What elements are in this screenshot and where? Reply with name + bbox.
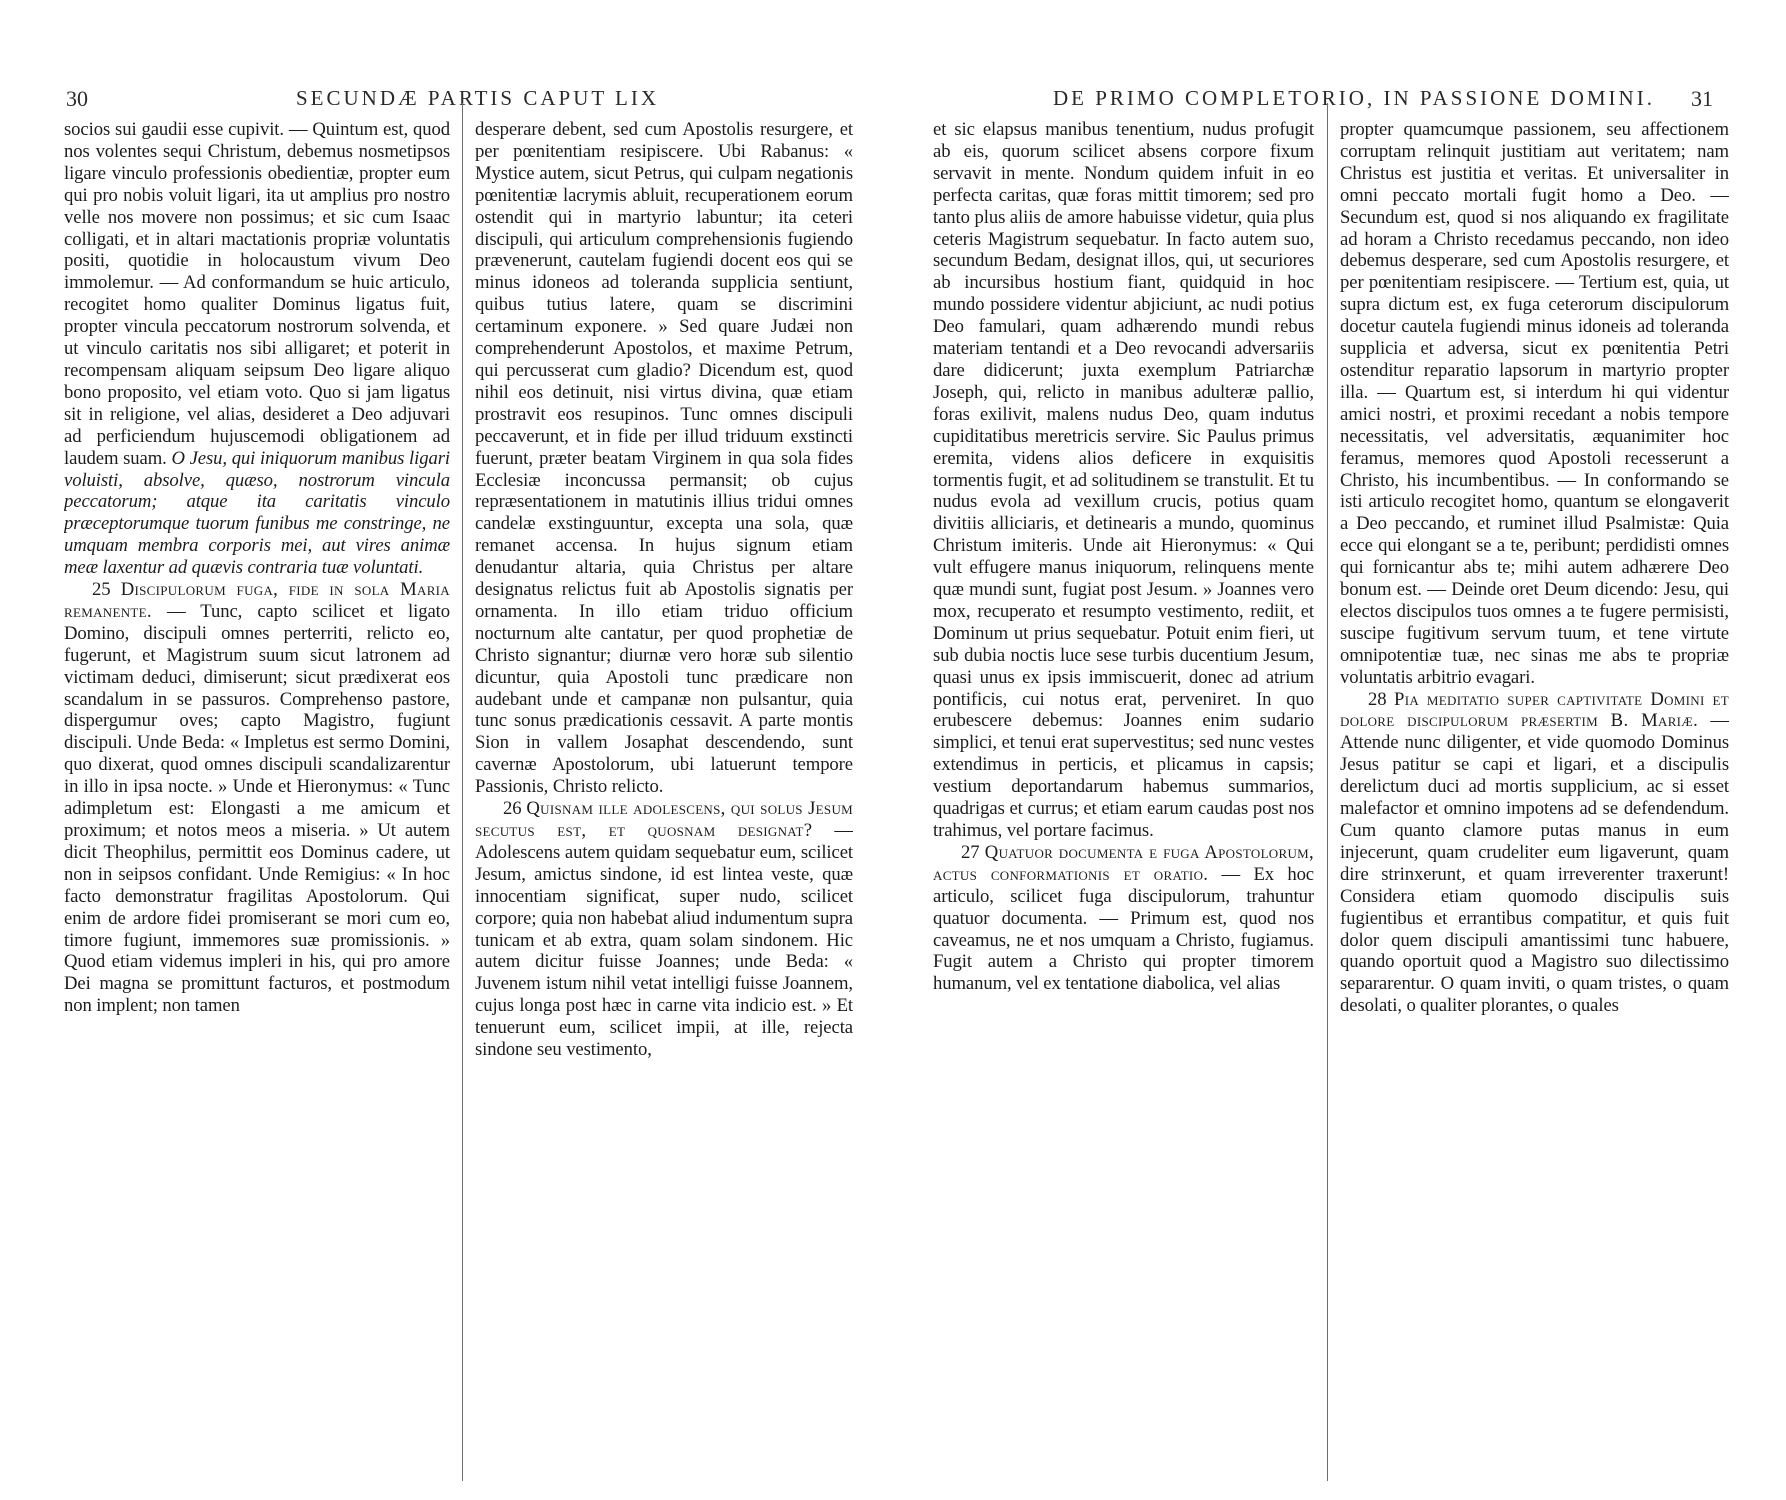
left-page-column-2 — [475, 119, 853, 1481]
section-number: 27 — [961, 841, 980, 863]
left-page-column-1 — [64, 119, 450, 1481]
section-heading: Quatuor documenta e fuga Apostolorum, actus conformationis et oratio. — [933, 841, 1314, 885]
right-page — [893, 0, 1786, 1500]
paragraph: et sic elapsus manibus tenentium, nudus profugit ab eis, quorum scilicet absens corpore fixum servavit in mente. Nondum quidem infuit in eo perfecta caritas, quæ foras mittit timorem; sed pro tanto plus aliis de amore habuisse videtur, quia plus ceteris Magistrum sequebatur. In facto autem suo, secundum Bedam, designat illos, qui, ut securiores ab incursibus hostium fiant, quidquid in hoc mundo possidere videntur abjiciunt, ac nudi potius Deo famulari, quam adhærendo mundi rebus materiam tentandi et a Deo revocandi adversariis dare didicerunt; juxta exemplum Patriarchæ Joseph, qui, relicto in manibus adulteræ pallio, foras exilivit, malens nudus Deo, quam indutus cupiditatibus meretricis servire. Sic Paulus primus eremita, videns alios deficere in exquisitis tormentis fugit, et ad solitudinem se transtulit. Et tu nudus evola ad vexillum crucis, potius quam divitiis alliciaris, et detinearis a mundo, quominus Christum imiteris. Unde ait Hieronymus: « Qui vult effugere manus iniquorum, relinquens mente quæ mundi sunt, fugiat post Jesum. » Joannes vero mox, recuperato et resumpto vestimento, rediit, et Dominum ut prius sequebatur. Potuit enim fieri, ut sub dubia noctis luce sese turbis ducentium Jesum, quasi unus ex ipsis immiscuerit, donec ad atrium pontificis, cui notus erat, perveniret. In quo erubescere debemus: Joannes enim sudario simplici, et tenui erat supervestitus; sed nunc vestes extendimus in perticis, et plicamus in capsis; vestium deportandarum habemus summarios, quadrigas et currus; et etiam earum caudas post nos trahimus, vel portare facimus. — [933, 119, 1314, 841]
right-page-column-1 — [933, 119, 1314, 1481]
section-heading: Discipulorum fuga, fide in sola Maria remanente. — [64, 579, 450, 622]
section-27: 27 Quatuor documenta e fuga Apostolorum, actus conformationis et oratio. — Ex hoc articulo, scilicet fuga discipulorum, trahuntur quatuor documenta. — Primum est, quod nos caveamus, ne et nos umquam a Christo, fugiamus. Fugit autem a Christo qui propter timorem humanum, vel ex tentatione diabolica, vel alias — [933, 841, 1314, 995]
section-heading: Pia meditatio super captivitate Domini et dolore discipulorum præsertim B. Mariæ. — [1340, 688, 1729, 732]
running-head-left: SECUNDÆ PARTIS CAPUT LIX — [296, 86, 660, 110]
paragraph: propter quamcumque passionem, seu affectionem corruptam relinquit justitiam aut veritatem; nam Christus est justitia et veritas. Et universaliter in omni peccato mortali fugit homo a Deo. — Secundum est, quod si nos aliquando ex fragilitate ad horam a Christo recedamus peccando, non ideo debemus desperare, sed cum Apostolis resurgere, et per pœnitentiam resipiscere. — Tertium est, quia, ut supra dictum est, ex fuga ceterorum discipulorum docetur cautela fugiendi minus idoneis ad toleranda supplicia et adversa, sicut ex pœnitentia Petri ostenditur reparatio lapsorum in martyrio propter illa. — Quartum est, si interdum hi qui videntur amici nostri, et proximi recedant a nobis tempore necessitatis, vel adversitatis, æquanimiter hoc feramus, memores quod Apostoli recesserunt a Christo, his incumbentibus. — In conformando se isti articulo recogitet homo, quantum se elongaverit a Deo peccando, et ruminet illud Psalmistæ: Quia ecce qui elongant se a te, peribunt; perdidisti omnes qui fornicantur abs te; mihi autem adhærere Deo bonum est. — Deinde oret Deum dicendo: Jesu, qui electos discipulos tuos omnes a te fugere permisisti, suscipe fugitivum servum tuum, et tene virtute omnipotentiæ tuæ, nec sinas me abs te propriæ voluntatis arbitrio evagari. — [1340, 119, 1729, 688]
section-28: 28 Pia meditatio super captivitate Domini et dolore discipulorum præsertim B. Mariæ. — Attende nunc diligenter, et vide quomodo Dominus Jesus patitur se capi et ligari, et a discipulis derelictum duci ad mortis supplicium, ac si esset malefactor et omnino impotens ad se defendendum. Cum quanto clamore putas manus in eum injecerunt, quam crudeliter eum ligaverunt, quam dire strinxerunt, et quam irreverenter traxerunt! Considera etiam quomodo discipulis suis fugientibus et errantibus compatitur, et quis fuit dolor quem discipuli amantissimi tunc habuere, quando oportuit quod a Magistro suo dilectissimo separarentur. O quam inviti, o quam tristes, o quam desolati, o qualiter plorantes, o quales — [1340, 688, 1729, 1017]
page-number-left: 30 — [66, 86, 88, 111]
page-number-right: 31 — [1691, 86, 1713, 111]
section-25: 25 Discipulorum fuga, fide in sola Maria remanente. — Tunc, capto scilicet et ligato Domino, discipuli omnes perterriti, relicto eo, fugerunt, et Magistrum suum sicut latronem ad victimam deduci, dimiserunt; sicut prædixerat eos scandalum in se passuros. Comprehenso pastore, dispergumur oves; capto Magistro, fugiunt discipuli. Unde Beda: « Impletus est sermo Domini, quo dixerat, quod omnes discipuli scandalizarentur in illo in ipsa nocte. » Unde et Hieronymus: « Tunc adimpletum est: Elongasti a me amicum et proximum; et notos meos a miseria. » Ut autem dicit Theophilus, permittit eos Dominus cadere, ut non in seipsos confidant. Unde Remigius: « In hoc facto demonstratur fragilitas Apostolorum. Qui enim de ardore fidei promiserant se mori cum eo, timore fugiunt, immemores suæ promissionis. » Quod etiam videmus impleri in his, qui pro amore Dei magna se promittunt facturos, et postmodum non implent; non tamen — [64, 579, 450, 1017]
section-number: 28 — [1368, 688, 1387, 710]
section-number: 25 — [92, 579, 111, 601]
section-number: 26 — [503, 798, 522, 820]
paragraph: desperare debent, sed cum Apostolis resurgere, et per pœnitentiam resipiscere. Ubi Rabanus: « Mystice autem, sicut Petrus, qui culpam negationis pœnitentiæ lacrymis abluit, recuperationem eorum ostendit qui in martyrio labuntur; ita ceteri discipuli, qui articulum comprehensionis fugiendo prævenerunt, cautelam fugiendi docent eos qui se minus idoneos ad toleranda supplicia sentiunt, quibus tutius latere, quam se discrimini certaminum exponere. » Sed quare Judæi non comprehenderunt Apostolos, et maxime Petrum, qui percusserat cum gladio? Dicendum est, quod nihil eos detinuit, nisi virtus divina, quæ etiam prostravit eos resupinos. Tunc omnes discipuli peccaverunt, et in fide per illud triduum exstincti fuerunt, præter beatam Virginem in qua sola fides Ecclesiæ inconcussa permansit; ob cujus repræsentationem in matutinis illius tridui omnes candelæ exstinguuntur, excepta una sola, quæ remanet accensa. In hujus signum etiam denudantur altaria, quia Christus per altare designatus relictus fuit ab Apostolis signatis per ornamenta. In illo etiam triduo officium nocturnum alte cantatur, per quod prophetiæ de Christo signantur; diurnæ vero horæ sub silentio dicuntur, quia Apostoli tunc prædicare non audebant unde et campanæ non pulsantur, quia tunc sonus prædicationis cessavit. A parte montis Sion in vallem Josaphat descendendo, sunt cavernæ Apostolorum, ubi latuerunt tempore Passionis, Christo relicto. — [475, 119, 853, 798]
section-heading: Quisnam ille adolescens, qui solus Jesum secutus est, et quosnam designat? — [475, 798, 853, 841]
column-rule-left — [462, 103, 463, 1481]
section-26: 26 Quisnam ille adolescens, qui solus Jesum secutus est, et quosnam designat? — Adolescens autem quidam sequebatur eum, scilicet Jesum, amictus sindone, id est lintea veste, quæ innocentiam significat, super nudo, scilicet corpore; quia non habebat aliud indumentum supra tunicam et ab extra, quam solam sindonem. Hic autem dicitur fuisse Joannes; unde Beda: « Juvenem istum nihil vetat intelligi fuisse Joannem, cujus longa post hæc in carne vita indicio est. » Et tenuerunt eum, scilicet impii, at ille, rejecta sindone seu vestimento, — [475, 798, 853, 1061]
running-head-right: DE PRIMO COMPLETORIO, IN PASSIONE DOMINI. — [1053, 86, 1655, 110]
right-page-column-2 — [1340, 119, 1729, 1481]
paragraph: socios sui gaudii esse cupivit. — Quintum est, quod nos volentes sequi Christum, debemus nosmetipsos ligare vinculo professionis obedientiæ, propter eum qui pro nobis voluit ligari, ita ut amplius pro nostro velle nos movere non possimus; et sic cum Isaac colligati, et in altari mactationis propriæ voluntatis positi, quotidie in holocaustum vivum Deo immolemur. — Ad conformandum se huic articulo, recogitet homo qualiter Dominus ligatus fuit, propter vincula peccatorum nostrorum solvenda, et ut vinculo caritatis nos sibi alligaret; et poterit in recompensam aliquam seipsum Deo ligare aliquo bono proposito, vel etiam voto. Quo si jam ligatus sit in religione, vel alias, desideret a Deo adjuvari ad perficiendum hujuscemodi obligationem ad laudem suam. O Jesu, qui iniquorum manibus ligari voluisti, absolve, quæso, nostrorum vincula peccatorum; atque ita caritatis vinculo præceptorumque tuorum funibus me constringe, ne umquam membra corporis mei, aut vires animæ meæ laxentur ad quævis contraria tuæ voluntati. — [64, 119, 450, 579]
column-rule-right — [1327, 103, 1328, 1481]
